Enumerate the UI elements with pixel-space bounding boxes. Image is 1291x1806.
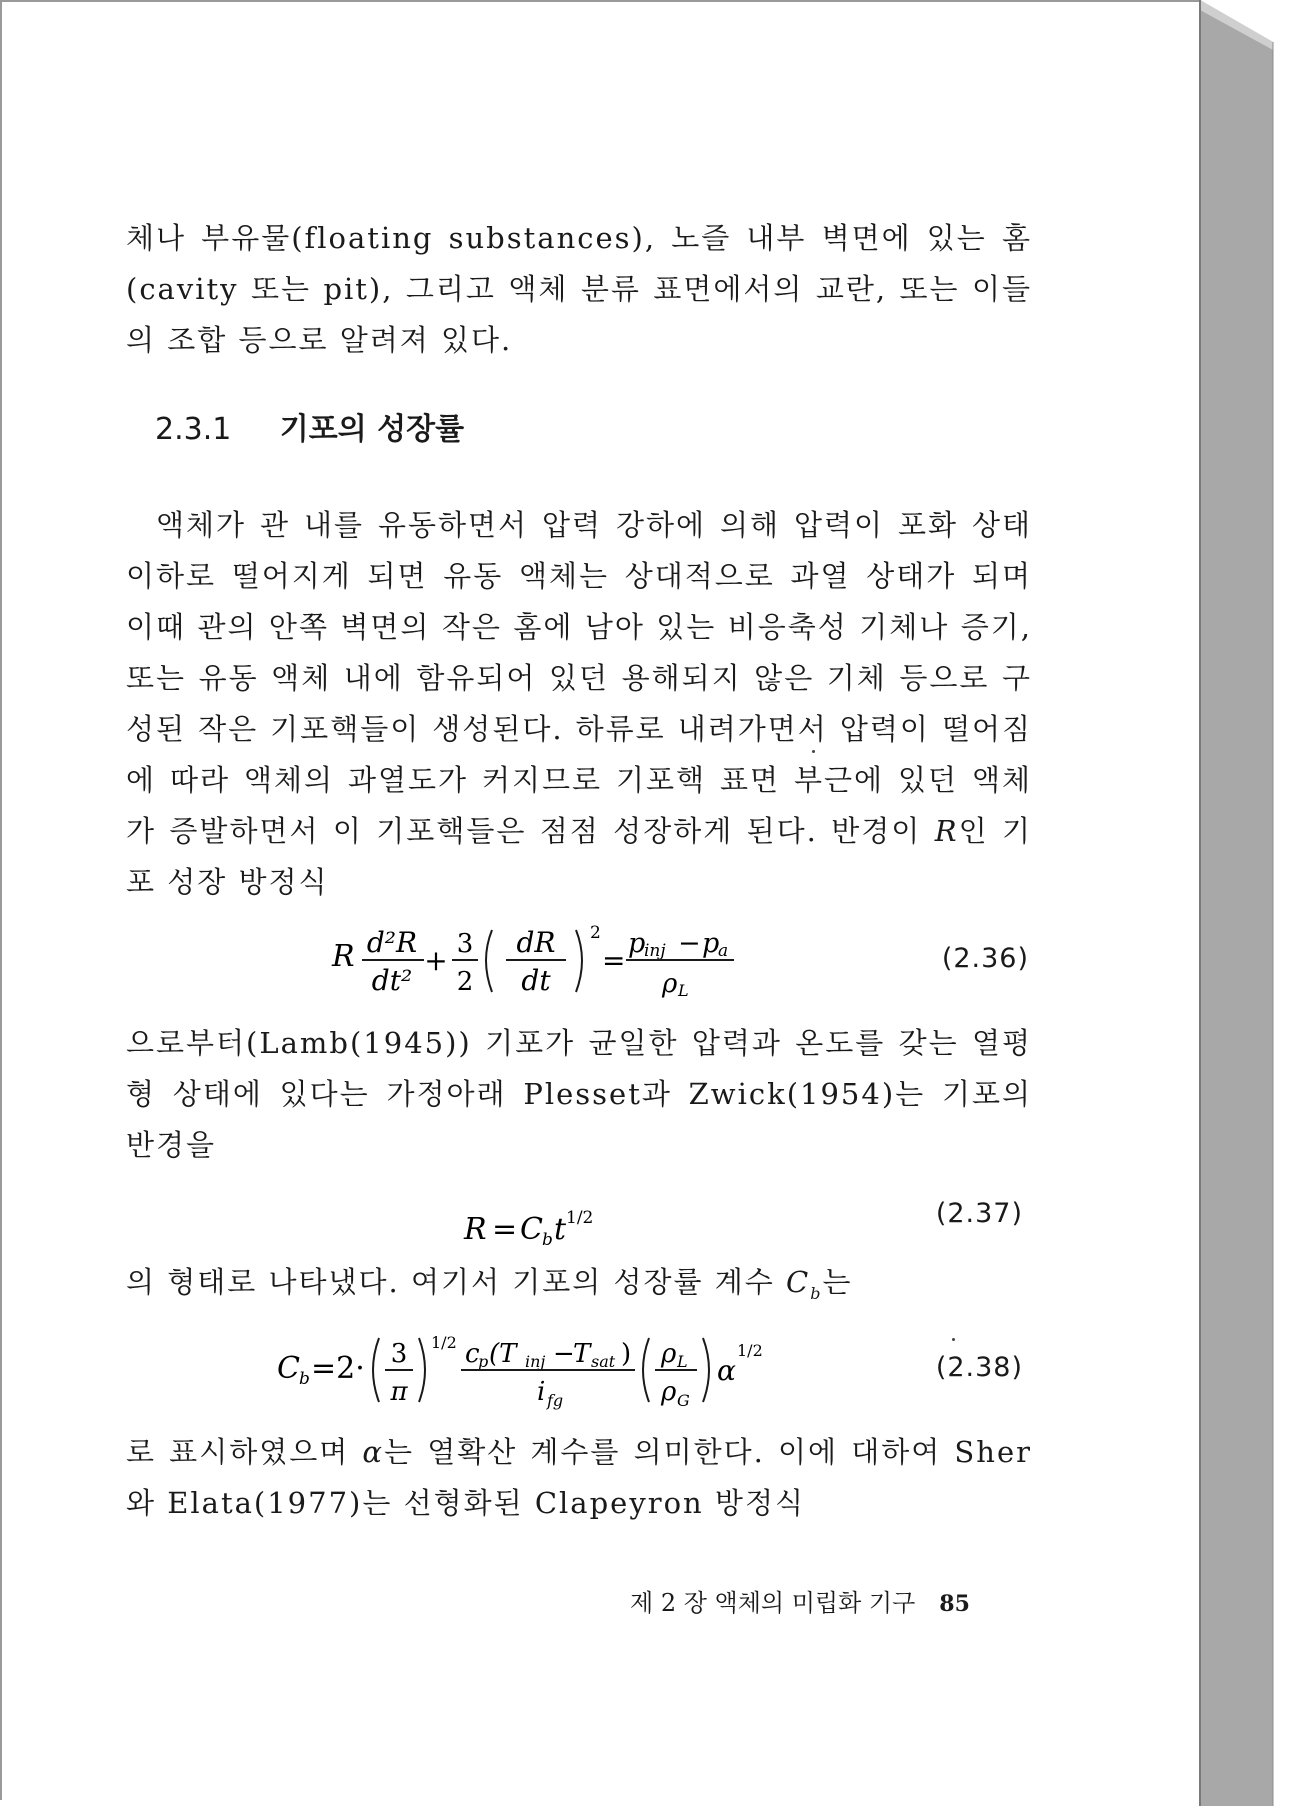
section-title: 기포의 성장률 [279, 412, 465, 447]
paragraph-growth-coefficient-tail: 는 [822, 1265, 853, 1299]
equation-number-2-36: (2.36) [941, 943, 1029, 974]
eq-2-37-C-sub: b [542, 1230, 553, 1250]
eq-2-38-T2-sub: sat [591, 1352, 616, 1371]
eq-2-36-rhs-p2: p [702, 928, 720, 959]
eq-2-38-cp: c [465, 1339, 480, 1369]
eq-2-36-paren-den: dt [521, 964, 551, 997]
eq-2-38-ifg: i [537, 1377, 546, 1407]
eq-2-38-right-paren2 [703, 1338, 709, 1402]
paragraph-growth-coefficient [126, 1257, 1032, 1319]
eq-2-36-rhs-rho-sub: L [678, 981, 689, 1000]
eq-2-38-cp-sub: p [478, 1352, 489, 1371]
eq-2-38-eq: =2· [311, 1351, 365, 1386]
eq-2-36-plus: + [424, 944, 448, 977]
eq-2-38-C-sub: b [299, 1369, 310, 1389]
paragraph-sher-elata-text: 로 표시하였으며 [126, 1435, 363, 1469]
eq-2-38-minus: − [553, 1339, 575, 1369]
eq-2-37-t: t [554, 1212, 567, 1247]
paragraph-sher-elata-tail: 는 열확산 계수를 의미한다. 이에 대하여 Sher와 Elata(1977)는 선형화된 Clapeyron 방정식 [126, 1435, 1032, 1520]
eq-2-36-rhs-sub1: inj [644, 941, 666, 961]
coefficient-variable: C [786, 1265, 811, 1299]
paragraph-growth-coefficient-text: 의 형태로 나타냈다. 여기서 기포의 성장률 계수 [126, 1265, 787, 1299]
eq-2-37-C: C [520, 1212, 543, 1247]
section-heading [155, 410, 464, 450]
eq-2-38-rho-num-sub: L [677, 1352, 688, 1371]
eq-2-36-lhs-R: R [332, 939, 355, 974]
coefficient-variable-sub: b [810, 1283, 823, 1303]
eq-2-38-alpha: α [717, 1354, 736, 1387]
eq-2-36-rhs-minus: − [678, 928, 701, 959]
eq-2-38-ifg-sub: fg [547, 1391, 564, 1410]
eq-2-36-left-paren [486, 930, 492, 992]
eq-2-38-rho-den: ρ [661, 1377, 677, 1407]
eq-2-37-R: R [464, 1212, 487, 1247]
eq-2-38-left-paren1 [373, 1338, 379, 1402]
eq-2-36-paren-num: dR [516, 926, 556, 959]
page-footer [630, 1583, 970, 1618]
eq-2-36-power: 2 [590, 923, 601, 943]
eq-2-38-rho-num: ρ [661, 1339, 677, 1369]
eq-2-38-left-paren2 [643, 1338, 649, 1402]
eq-2-36-right-paren [576, 930, 582, 992]
eq-2-38-right-paren1 [419, 1338, 425, 1402]
eq-2-38-exp1: 1/2 [431, 1333, 457, 1352]
paragraph-sher-elata [126, 1427, 1032, 1529]
eq-2-36-frac2-num: 3 [456, 929, 474, 959]
page-stack-side [1200, 0, 1273, 1806]
equation-2-36 [320, 914, 760, 1004]
eq-2-37-equals: = [492, 1212, 518, 1247]
eq-2-38-T1: (T [489, 1339, 517, 1369]
paragraph-bubble-growth [126, 500, 1032, 908]
equation-2-38 [275, 1322, 795, 1412]
eq-2-38-exp2: 1/2 [737, 1341, 763, 1360]
paragraph-plesset-zwick: 으로부터(Lamb(1945)) 기포가 균일한 압력과 온도를 갖는 열평형 상태에 있다는 가정아래 Plesset과 Zwick(1954)는 기포의 반경을 [126, 1026, 1032, 1162]
footer-chapter: 제 2 장 액체의 미립화 기구 [630, 1589, 916, 1617]
paragraph-bubble-growth-text: 액체가 관 내를 유동하면서 압력 강하에 의해 압력이 포화 상태 이하로 떨어지게 되면 유동 액체는 상대적으로 과열 상태가 되며 이때 관의 안쪽 벽면의 작은 홈에 남아 있는 비응축성 기체나 증기, 또는 유동 액체 내에 함유되어 있던 용해되지 않은 기체 등으로 구성된 작은 기포핵들이 생성된다. 하류로 내려가면서 압력이 떨어짐에 따라 액체의 과열도가 커지므로 기포핵 표면 부근에 있던 액체가 증발하면서 이 기포핵들은 점점 성장하게 된다. 반경이 [126, 508, 1032, 848]
eq-2-38-T2: T [573, 1339, 591, 1369]
eq-2-36-equals: = [602, 944, 626, 977]
eq-2-36-frac1-den: dt² [371, 964, 413, 997]
paragraph-bubble-growth-tail: 인 기포 성장 방정식 [126, 814, 1032, 899]
equation-number-2-37: (2.37) [935, 1198, 1023, 1229]
paragraph-intro: 체나 부유물(floating substances), 노즐 내부 벽면에 있는 홈 (cavity 또는 pit), 그리고 액체 분류 표면에서의 교란, 또는 이들의 조합 등으로 알려져 있다. [126, 221, 1032, 357]
page-number: 85 [939, 1591, 970, 1617]
eq-2-36-rhs-sub2: a [718, 941, 729, 961]
eq-2-37-t-sup: 1/2 [566, 1208, 594, 1228]
eq-2-38-frac-num: 3 [390, 1339, 408, 1369]
eq-2-38-T1-sub: inj [525, 1352, 546, 1371]
eq-2-36-rhs-rho: ρ [662, 969, 678, 999]
eq-2-36-frac2-den: 2 [456, 967, 474, 997]
eq-2-38-C: C [277, 1351, 300, 1386]
eq-2-36-rhs-p1: p [628, 928, 646, 959]
print-speck [812, 750, 815, 753]
thermal-diffusivity-variable: α [362, 1435, 385, 1469]
equation-number-2-38: (2.38) [935, 1352, 1023, 1383]
eq-2-38-rho-den-sub: G [677, 1391, 690, 1410]
print-speck [952, 1338, 955, 1341]
section-number: 2.3.1 [155, 412, 232, 447]
eq-2-36-frac1-num: d²R [366, 926, 418, 959]
radius-variable: R [934, 814, 959, 848]
eq-2-38-frac-den: π [390, 1377, 408, 1407]
eq-2-38-close: ) [621, 1339, 632, 1369]
